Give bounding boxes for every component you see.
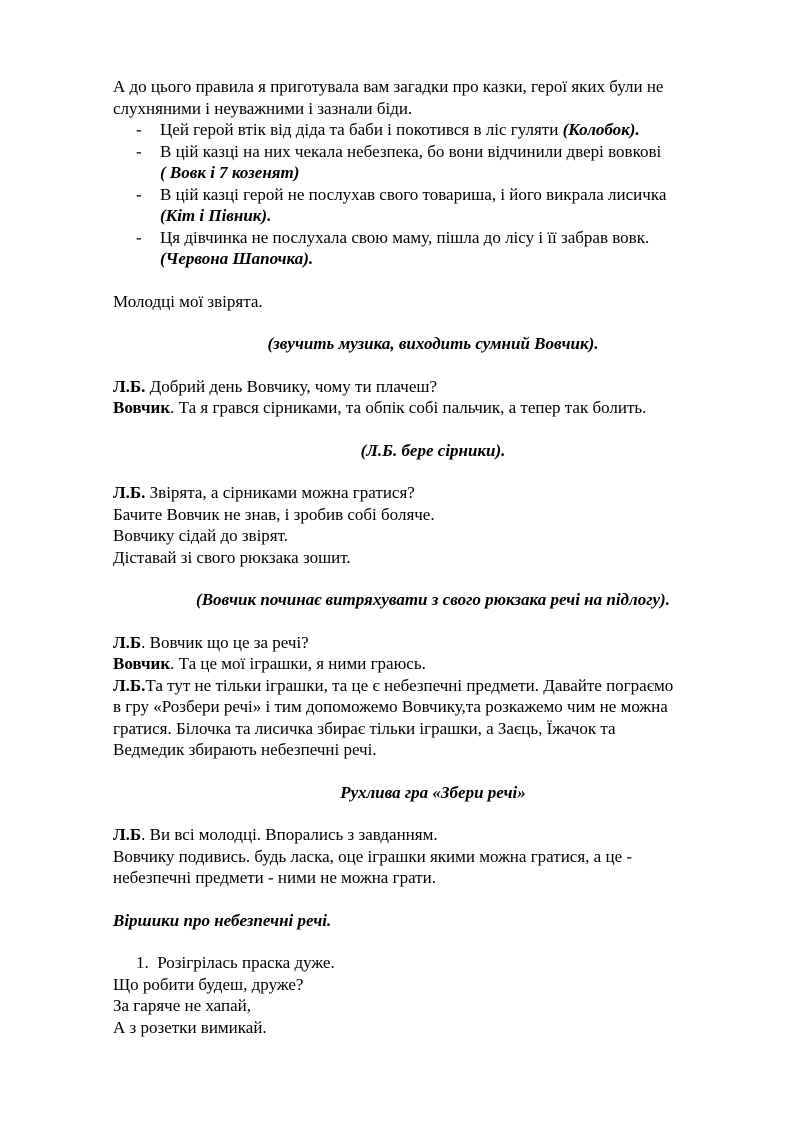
speech-line: Діставай зі свого рюкзака зошит. bbox=[113, 547, 351, 567]
stage-direction-1: (звучить музика, виходить сумний Вовчик). bbox=[267, 334, 599, 353]
dialog-line bbox=[113, 482, 753, 504]
riddle-answer: ( Вовк і 7 козенят) bbox=[160, 163, 300, 182]
riddle-item-3 bbox=[113, 184, 753, 206]
praise-line: Молодці мої звірята. bbox=[113, 291, 263, 311]
poem-line: Що робити будеш, друже? bbox=[113, 974, 304, 994]
poem-numbered-line bbox=[113, 952, 753, 974]
speaker-vovchyk: Вовчик bbox=[113, 654, 171, 673]
dialog-line bbox=[113, 632, 753, 654]
speaker-lb: Л.Б. bbox=[113, 483, 146, 502]
riddle-answer: (Колобок). bbox=[562, 120, 640, 139]
riddle-text: Ця дівчинка не послухала свою маму, пішла до лісу і її забрав вовк. bbox=[160, 227, 650, 247]
poem-line: За гаряче не хапай, bbox=[113, 996, 251, 1015]
dialog-line bbox=[113, 397, 753, 419]
speech-text: . Вовчик що це за речі? bbox=[141, 632, 309, 652]
speaker-lb: Л.Б. bbox=[113, 675, 146, 695]
riddle-answer: (Кіт і Півник). bbox=[160, 206, 272, 225]
riddle-text: В цій казці герой не послухав свого товариша, і його викрала лисичка bbox=[160, 184, 667, 204]
dialog-line bbox=[113, 824, 753, 846]
riddle-answer: (Червона Шапочка). bbox=[160, 249, 314, 268]
dash-bullet: - bbox=[136, 141, 142, 161]
stage-direction-3: (Вовчик починає витряхувати з свого рюкзака речі на підлогу). bbox=[196, 590, 670, 609]
intro-line-2: слухняними і неуважними і зазнали біди. bbox=[113, 98, 413, 118]
speech-line: Вовчику подивись. будь ласка, оце іграшки якими можна гратися, а це - bbox=[113, 846, 633, 866]
riddle-text: В цій казці на них чекала небезпека, бо вони відчинили двері вовкові bbox=[160, 141, 662, 161]
dash-bullet: - bbox=[136, 120, 142, 139]
poems-title: Віршики про небезпечні речі. bbox=[113, 910, 332, 930]
poem-number: 1. bbox=[136, 953, 149, 972]
document-page bbox=[113, 76, 753, 1038]
speech-line: гратися. Білочка та лисичка збирає тільки іграшки, а Заєць, Їжачок та bbox=[113, 718, 616, 738]
speech-text: Добрий день Вовчику, чому ти плачеш? bbox=[145, 376, 438, 396]
speech-text: . Та я грався сірниками, та обпік собі пальчик, а тепер так болить. bbox=[170, 398, 647, 417]
speaker-lb: Л.Б bbox=[113, 825, 142, 844]
speech-text: . Та це мої іграшки, я ними граюсь. bbox=[170, 654, 426, 673]
speech-line: небезпечні предмети - ними не можна грати. bbox=[113, 868, 436, 887]
dialog-line bbox=[113, 376, 753, 398]
speaker-vovchyk: Вовчик bbox=[113, 398, 171, 417]
poem-line: Розігрілась праска дуже. bbox=[157, 953, 335, 972]
speech-line: Вовчику сідай до звірят. bbox=[113, 526, 289, 545]
dialog-line bbox=[113, 653, 753, 675]
riddle-item-1 bbox=[113, 119, 753, 141]
speech-line: Бачите Вовчик не знав, і зробив собі боляче. bbox=[113, 504, 435, 524]
game-title: Рухлива гра «Збери речі» bbox=[340, 782, 526, 802]
intro-line-1: А до цього правила я приготувала вам загадки про казки, герої яких були не bbox=[113, 77, 664, 96]
dash-bullet: - bbox=[136, 184, 142, 204]
speech-text: . Ви всі молодці. Впорались з завданням. bbox=[141, 825, 438, 844]
riddle-text: Цей герой втік від діда та баби і покотився в ліс гуляти bbox=[160, 120, 563, 139]
speaker-lb: Л.Б. bbox=[113, 376, 146, 396]
speech-text: Звірята, а сірниками можна гратися? bbox=[145, 483, 415, 502]
riddle-item-4 bbox=[113, 227, 753, 249]
poem-line: А з розетки вимикай. bbox=[113, 1017, 267, 1037]
dash-bullet: - bbox=[136, 227, 142, 247]
riddle-item-2 bbox=[113, 141, 753, 163]
speaker-lb: Л.Б bbox=[113, 632, 142, 652]
stage-direction-2: (Л.Б. бере сірники). bbox=[360, 440, 506, 460]
dialog-line bbox=[113, 675, 753, 697]
speech-line: Ведмедик збирають небезпечні речі. bbox=[113, 740, 377, 759]
speech-line: в гру «Розбери речі» і тим допоможемо Вовчику,та розкажемо чим не можна bbox=[113, 697, 668, 716]
speech-text: Та тут не тільки іграшки, та це є небезпечні предмети. Давайте пограємо bbox=[145, 675, 674, 695]
